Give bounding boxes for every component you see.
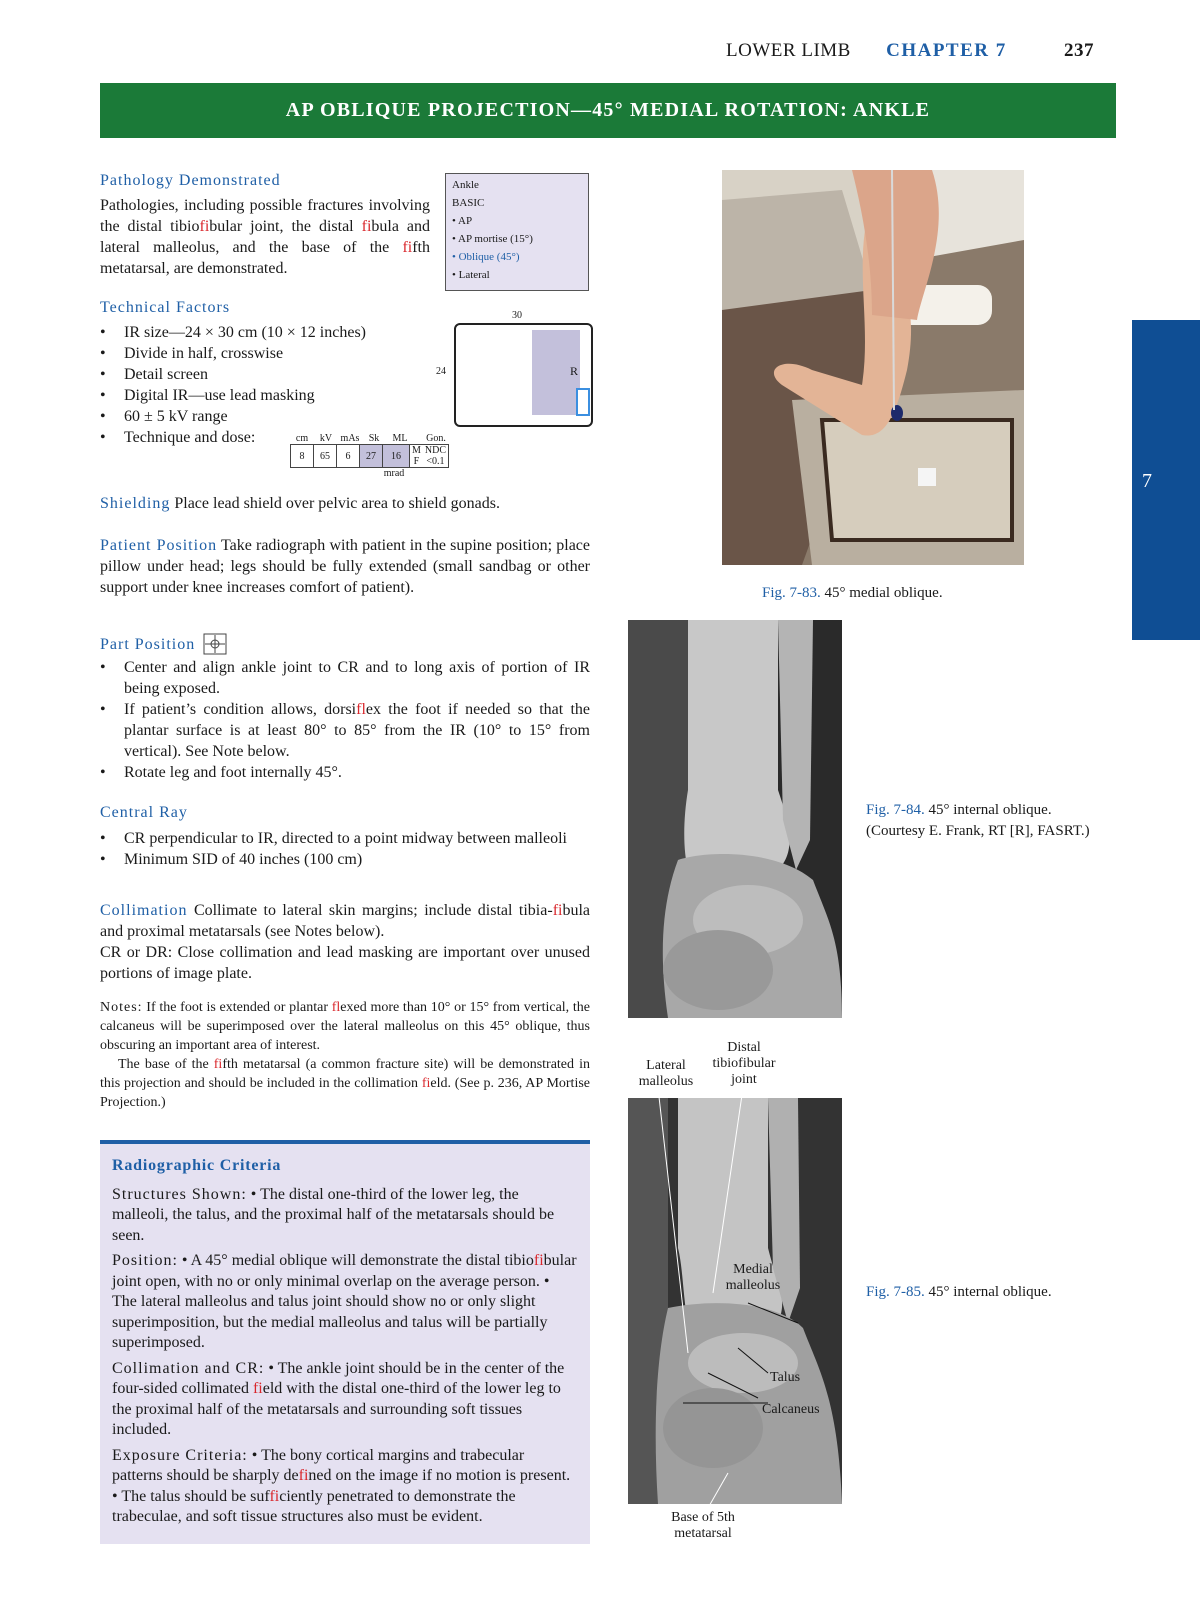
criteria-label: Position: [112,1252,178,1269]
fig83-caption [762,585,943,602]
text-run: If the foot is extended or plantar [146,1000,332,1015]
patient-position-heading: Patient Position [100,537,218,554]
part-position-item: • Center and align ankle joint to CR and to long axis of portion of IR being exposed. [100,657,590,699]
radiograph-image-1 [628,620,842,1018]
ligature: fi [552,902,563,919]
fig-number: Fig. 7-84. [866,802,925,818]
text-run: ciently penetrated to demonstrate the trabeculae, and soft tissue structures also must be evident. [112,1487,516,1525]
fig-credit: (Courtesy E. Frank, RT [R], FASRT.) [866,823,1090,839]
dose-header: Gon. [426,433,446,444]
fig85-caption [866,1284,1052,1301]
text-run: bula and lateral malleolus, and the base of the [100,218,431,256]
radiograph-image-2 [628,1098,842,1504]
ligature: fi [402,239,413,256]
text-run: • The distal one-third of the lower leg, the malleoli, the talus, and the proximal half of the metatarsals should be seen. [112,1185,555,1244]
page-title: AP OBLIQUE PROJECTION—45° MEDIAL ROTATION: ANKLE [100,83,1116,138]
ligature: fi [213,1057,223,1072]
fig-number: Fig. 7-85. [866,1284,925,1300]
criteria-label: Structures Shown: [112,1185,247,1203]
central-ray-item: • CR perpendicular to IR, directed to a point midway between malleoli [100,828,590,849]
label-calcaneus: Calcaneus [762,1402,820,1417]
dose-table-headers [290,433,458,444]
dose-gonad: <0.1 [423,456,449,468]
fig84-caption [866,800,1090,842]
label-distal-tibiofibular-joint: Distal tibiofibular joint [712,1040,776,1087]
text-run: • A 45° medial oblique will demonstrate the distal tibio [181,1252,534,1269]
part-position-item [100,699,590,762]
fig-text: 45° internal oblique. [928,1284,1052,1300]
pathology-text [100,195,430,279]
patient-positioning-photo [722,170,1024,565]
dose-header: cm [295,433,309,444]
shielding-heading: Shielding [100,495,171,512]
text-run: eld with the distal one-third of the lower leg to the proximal half of the metatarsals and surrounding soft tissues included. [112,1380,561,1438]
text-run: bular joint open, with no or only minimal overlap on the average person. • The lateral malleolus and talus joint should show no or only slight superimposition, but the medial malleolus and talus will be partially superimposed. [112,1252,577,1351]
text-run: exed more than 10° or 15° from vertical, the calcaneus will be superimposed over the lateral malleolus on this 45° oblique, thus obscuring an important area of interest. [100,1000,591,1053]
part-position-heading: Part Position [100,635,196,653]
section-label: LOWER LIMB [726,40,851,61]
criteria-heading: Radiographic Criteria [112,1157,282,1174]
central-ray-heading: Central Ray [100,804,188,821]
projection-box-group: BASIC [452,197,485,209]
text-run: ex the foot if needed so that the plantar surface is at least 80° to 85° from the IR (10° to 15° from vertical). See Note below. [124,701,591,760]
chapter-label: CHAPTER 7 [886,40,1007,61]
technical-item: • Detail screen [100,364,440,385]
projection-item: • AP [452,215,473,227]
dose-unit: mrad [383,468,405,479]
criteria-label: Collimation and CR: [112,1359,265,1377]
technical-item: • Technique and dose: [100,427,440,448]
ligature: fi [361,218,372,235]
collimation-line2: CR or DR: Close collimation and lead masking are important over unused portions of image plate. [100,944,590,982]
ligature: fi [199,218,210,235]
crosshair-icon [203,633,227,655]
label-medial-malleolus: Medial malleolus [725,1262,781,1293]
dose-gonad: M [410,445,423,457]
text-run: • The bony cortical margins and trabecular patterns should be sharply de [112,1446,525,1484]
label-talus: Talus [770,1370,801,1385]
fig-text: 45° internal oblique. [928,802,1052,818]
technical-item: • Digital IR—use lead masking [100,385,440,406]
page-number: 237 [1064,40,1094,61]
ligature: fi [533,1252,544,1269]
text-run: Collimate to lateral skin margins; include distal tibia- [193,902,553,919]
notes-heading: Notes: [100,1000,143,1015]
running-head [726,40,1094,62]
fig-number: Fig. 7-83. [762,585,821,601]
ligature: fi [252,1380,263,1397]
dose-header: mAs [340,433,360,444]
patient-position-section [100,535,590,598]
ligature: fi [421,1076,431,1091]
technical-section [100,297,440,448]
dose-header: Sk [368,433,380,444]
central-ray-item: • Minimum SID of 40 inches (100 cm) [100,849,590,870]
ligature: fi [269,1487,280,1505]
label-lateral-malleolus: Lateral malleolus [638,1058,694,1089]
dose-header: kV [319,433,333,444]
criteria-structures [112,1185,578,1247]
dose-value: 27 [360,445,383,468]
projection-item-current: • Oblique (45°) [452,251,520,263]
technical-heading: Technical Factors [100,299,231,316]
label-base-5th-metatarsal: Base of 5th metatarsal [671,1510,735,1541]
patient-position-text: Take radiograph with patient in the supine position; place pillow under head; legs should be fully extended (small sandbag or other support under knee increases comfort of patient). [100,537,591,596]
text-run: eld. (See p. 236, AP Mortise Projection.) [100,1076,590,1110]
dose-value: 65 [314,445,337,468]
dose-gonad: NDC [423,445,449,457]
criteria-collimation [112,1359,578,1441]
text-run: Pathologies, including possible fractures involving the distal tibio [100,197,430,235]
ir-width-label: 30 [512,310,522,321]
text-run: The base of the [118,1057,214,1072]
text-run: fth metatarsal, are demonstrated. [100,239,430,277]
projection-box-title: Ankle [452,179,479,191]
text-run: bula and proximal metatarsals (see Notes below). [100,902,591,940]
dose-value: 6 [337,445,360,468]
shielding-section [100,493,590,514]
central-ray-section [100,802,590,870]
criteria-box [100,1140,590,1544]
ligature: fl [331,1000,341,1015]
dose-value: 16 [383,445,410,468]
chapter-tab-number: 7 [1142,470,1152,492]
text-run: bular joint, the distal [209,218,362,235]
text-run: ned on the image if no motion is present. • The talus should be suf [112,1467,571,1505]
notes-section [100,998,590,1112]
chapter-tab [1132,320,1200,640]
dose-gonad: F [410,456,423,468]
projection-item: • AP mortise (15°) [452,233,533,245]
ir-marker-icon [576,388,590,416]
text-run: • The ankle joint should be in the center of the four-sided collimated [112,1359,565,1397]
technical-item: • 60 ± 5 kV range [100,406,440,427]
criteria-label: Exposure Criteria: [112,1446,248,1464]
projection-item: • Lateral [452,269,490,281]
ligature: fl [356,701,366,718]
pathology-section [100,170,430,279]
part-position-section [100,633,590,783]
fig-text: 45° medial oblique. [824,585,943,601]
collimation-section [100,900,590,984]
dose-header: ML [392,433,408,444]
pathology-heading: Pathology Demonstrated [100,172,281,189]
ligature: fi [298,1467,309,1484]
shielding-text: Place lead shield over pelvic area to shield gonads. [174,495,501,512]
technical-item: • IR size—24 × 30 cm (10 × 12 inches) [100,322,440,343]
dose-value: 8 [291,445,314,468]
ir-marker-label: R [570,364,579,378]
collimation-heading: Collimation [100,902,188,919]
text-run: fth metatarsal (a common fracture site) will be demonstrated in this projection and should be included in the collimation [100,1057,590,1091]
part-position-item: • Rotate leg and foot internally 45°. [100,762,590,783]
projection-list-box [445,173,589,291]
ir-height-label: 24 [436,366,446,377]
criteria-position [112,1251,578,1354]
dose-table [290,433,458,479]
criteria-exposure [112,1446,578,1528]
text-run: If patient’s condition allows, dorsi [124,701,357,718]
technical-item: • Divide in half, crosswise [100,343,440,364]
